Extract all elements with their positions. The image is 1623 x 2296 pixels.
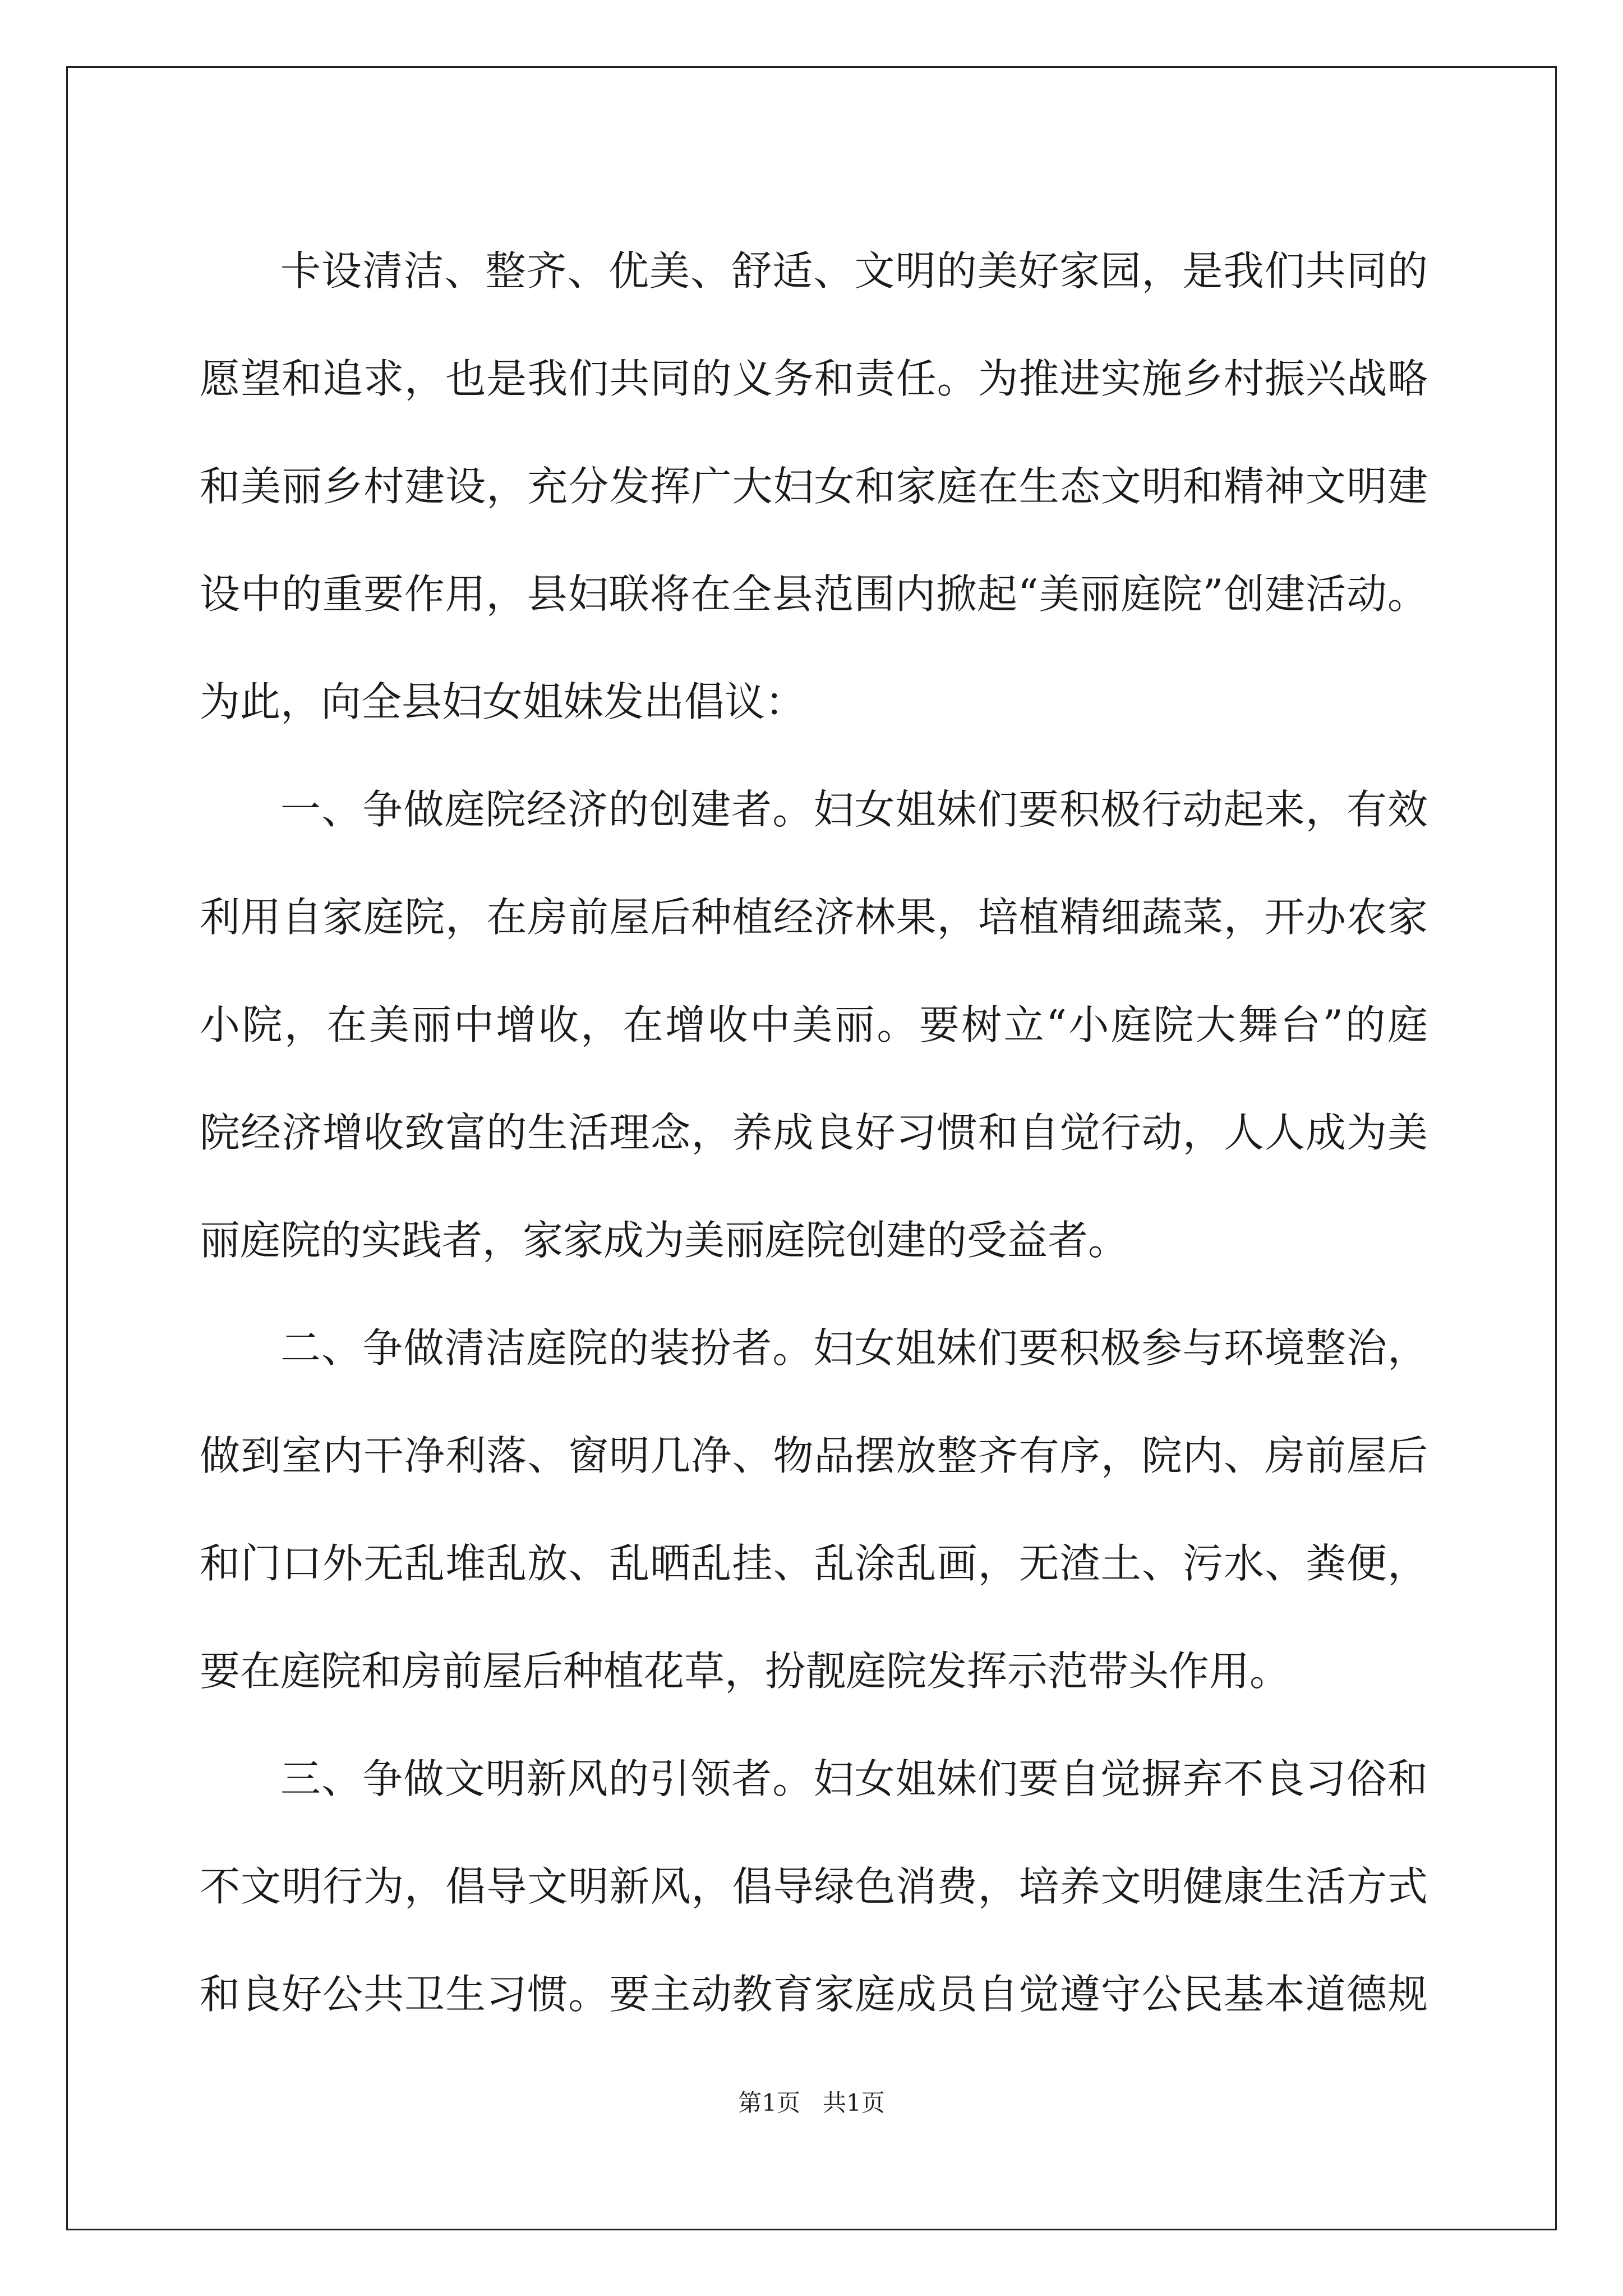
page-number-total: 共1页 — [823, 2089, 885, 2116]
paragraph-4-line-3: 和良好公共卫生习惯。要主动教育家庭成员自觉遵守公民基本道德规 — [200, 1971, 1428, 2018]
paragraph-2-line-1: 一、争做庭院经济的创建者。妇女姐妹们要积极行动起来，有效 — [280, 786, 1428, 833]
page-number-current: 第1页 — [738, 2089, 800, 2116]
paragraph-1-line-1: 卡设清洁、整齐、优美、舒适、文明的美好家园，是我们共同的 — [280, 247, 1428, 295]
paragraph-2-line-2: 利用自家庭院，在房前屋后种植经济林果，培植精细蔬菜，开办农家 — [200, 894, 1428, 941]
page-footer — [0, 2085, 1623, 2118]
paragraph-1-line-4: 设中的重要作用，县妇联将在全县范围内掀起“美丽庭院”创建活动。 — [200, 570, 1428, 618]
paragraph-2-line-3: 小院，在美丽中增收，在增收中美丽。要树立“小庭院大舞台”的庭 — [200, 1001, 1428, 1048]
paragraph-3-line-4: 要在庭院和房前屋后种植花草，扮靓庭院发挥示范带头作用。 — [200, 1648, 1290, 1695]
paragraph-4-line-1: 三、争做文明新风的引领者。妇女姐妹们要自觉摒弃不良习俗和 — [280, 1755, 1428, 1802]
paragraph-4-line-2: 不文明行为，倡导文明新风，倡导绿色消费，培养文明健康生活方式 — [200, 1863, 1428, 1910]
paragraph-2-line-4: 院经济增收致富的生活理念，养成良好习惯和自觉行动，人人成为美 — [200, 1109, 1428, 1156]
paragraph-2-line-5: 丽庭院的实践者，家家成为美丽庭院创建的受益者。 — [200, 1217, 1129, 1264]
document-body — [200, 217, 1428, 2048]
paragraph-1-line-5: 为此，向全县妇女姐妹发出倡议： — [200, 678, 806, 725]
paragraph-3-line-3: 和门口外无乱堆乱放、乱晒乱挂、乱涂乱画，无渣土、污水、粪便， — [200, 1540, 1428, 1587]
paragraph-1-line-2: 愿望和追求，也是我们共同的义务和责任。为推进实施乡村振兴战略 — [200, 355, 1428, 402]
paragraph-1-line-3: 和美丽乡村建设，充分发挥广大妇女和家庭在生态文明和精神文明建 — [200, 463, 1428, 510]
paragraph-3-line-1: 二、争做清洁庭院的装扮者。妇女姐妹们要积极参与环境整治， — [280, 1324, 1428, 1372]
paragraph-3-line-2: 做到室内干净利落、窗明几净、物品摆放整齐有序，院内、房前屋后 — [200, 1432, 1428, 1479]
